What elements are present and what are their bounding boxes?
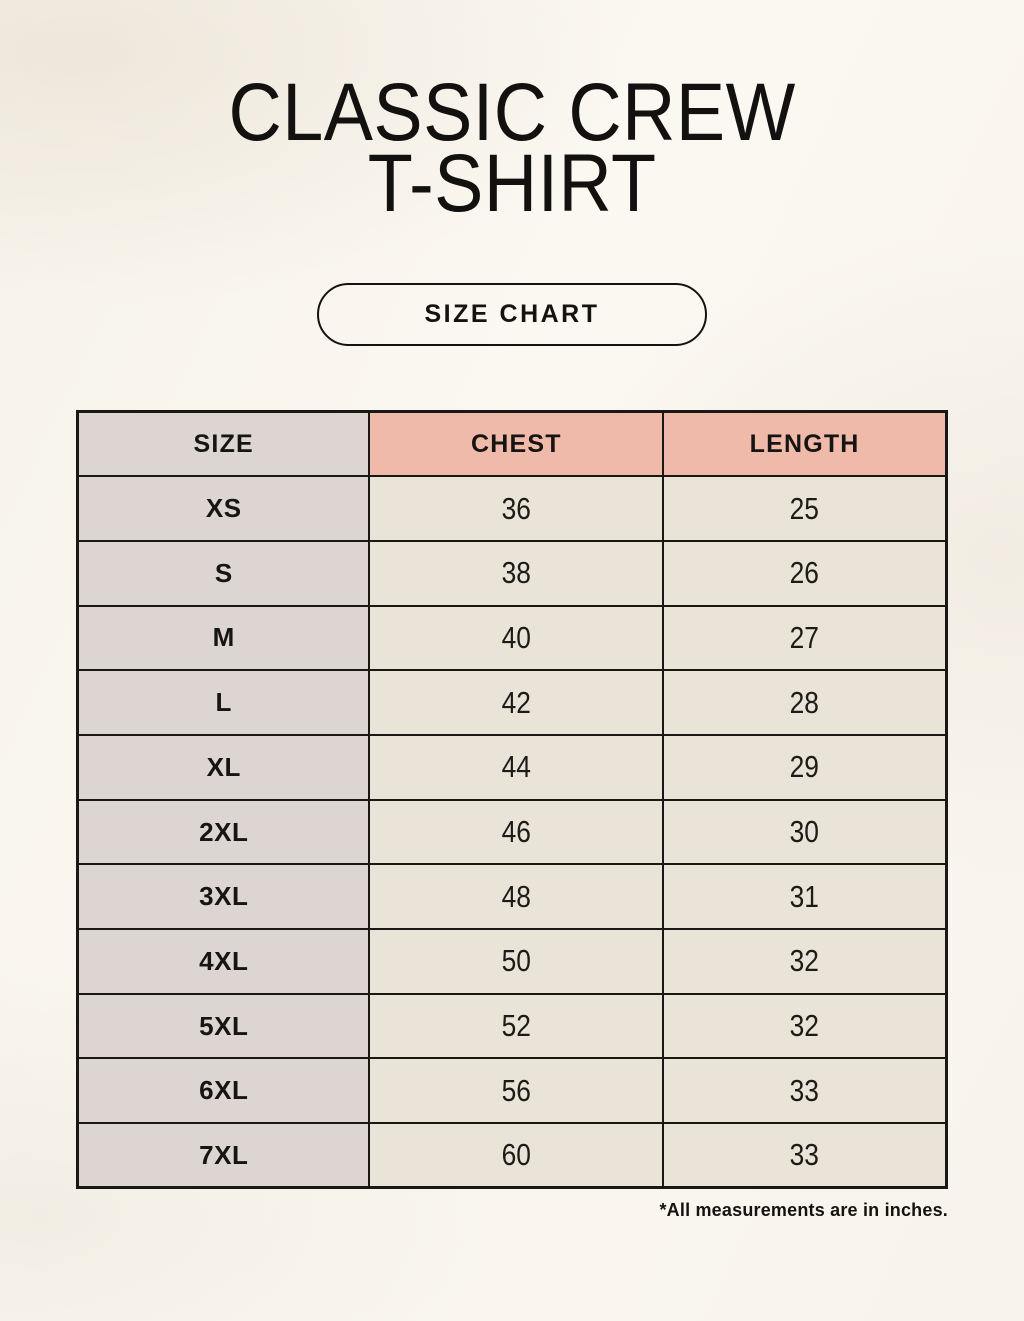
chest-value: 36 — [369, 476, 663, 541]
length-value: 28 — [663, 670, 946, 735]
table-row — [78, 800, 947, 865]
table-row — [78, 735, 947, 800]
chest-value: 52 — [369, 994, 663, 1059]
page-title-line2: T-SHIRT — [367, 137, 657, 229]
chest-value: 56 — [369, 1058, 663, 1123]
length-value: 26 — [663, 541, 946, 606]
size-label: 2XL — [78, 800, 370, 865]
length-value: 33 — [663, 1123, 946, 1188]
column-header-size: SIZE — [78, 412, 370, 477]
length-value: 32 — [663, 994, 946, 1059]
length-value: 30 — [663, 800, 946, 865]
table-row — [78, 606, 947, 671]
chest-value: 44 — [369, 735, 663, 800]
size-table — [76, 410, 948, 1189]
chest-value: 60 — [369, 1123, 663, 1188]
length-value: 33 — [663, 1058, 946, 1123]
page-title-line1: CLASSIC CREW — [228, 67, 796, 158]
table-header-row — [78, 412, 947, 477]
size-label: 4XL — [78, 929, 370, 994]
chest-value: 40 — [369, 606, 663, 671]
size-chart-button[interactable]: SIZE CHART — [317, 283, 707, 346]
table-row — [78, 541, 947, 606]
size-label: XL — [78, 735, 370, 800]
measurements-footnote: *All measurements are in inches. — [659, 1200, 948, 1221]
table-row — [78, 1058, 947, 1123]
table-row — [78, 994, 947, 1059]
column-header-chest: CHEST — [369, 412, 663, 477]
size-label: XS — [78, 476, 370, 541]
size-label: 5XL — [78, 994, 370, 1059]
length-value: 31 — [663, 864, 946, 929]
page-title — [228, 67, 796, 229]
table-row — [78, 864, 947, 929]
size-label: 3XL — [78, 864, 370, 929]
chest-value: 48 — [369, 864, 663, 929]
size-label: 7XL — [78, 1123, 370, 1188]
table-row — [78, 929, 947, 994]
length-value: 25 — [663, 476, 946, 541]
length-value: 29 — [663, 735, 946, 800]
chest-value: 46 — [369, 800, 663, 865]
table-row — [78, 1123, 947, 1188]
table-row — [78, 670, 947, 735]
length-value: 27 — [663, 606, 946, 671]
column-header-length: LENGTH — [663, 412, 946, 477]
size-label: S — [78, 541, 370, 606]
chest-value: 42 — [369, 670, 663, 735]
size-label: L — [78, 670, 370, 735]
size-label: M — [78, 606, 370, 671]
length-value: 32 — [663, 929, 946, 994]
table-row — [78, 476, 947, 541]
size-label: 6XL — [78, 1058, 370, 1123]
chest-value: 38 — [369, 541, 663, 606]
chest-value: 50 — [369, 929, 663, 994]
